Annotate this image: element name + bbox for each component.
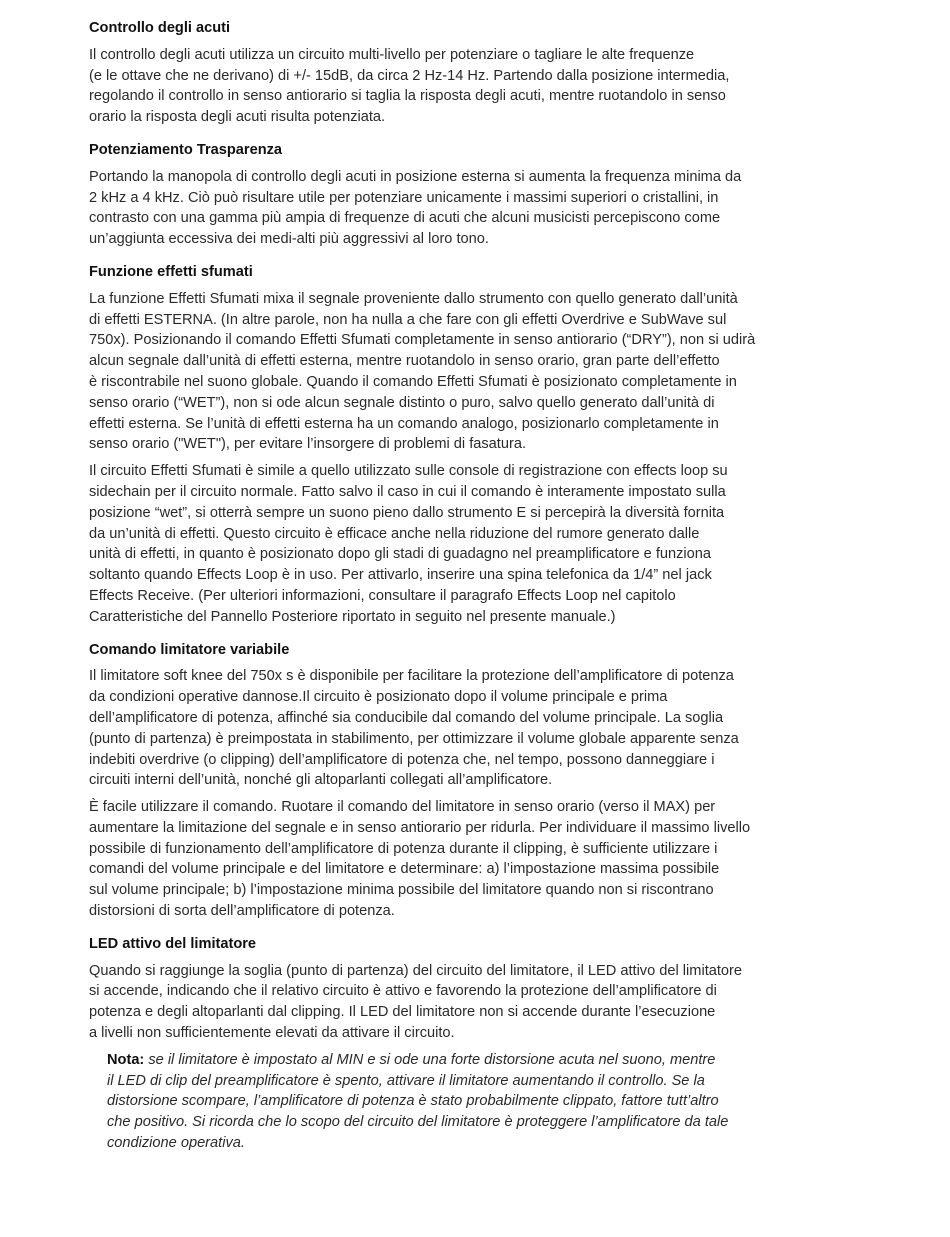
text-line: Caratteristiche del Pannello Posteriore riportato in seguito nel presente manuale.): [89, 608, 616, 625]
text-line: 750x). Posizionando il comando Effetti Sfumati completamente in senso antiorario (“DRY”), non si udirà: [89, 332, 756, 349]
text-line: Portando la manopola di controllo degli acuti in posizione esterna si aumenta la frequenza minima da: [89, 168, 742, 185]
text-line: unità di effetti, in quanto è posizionato dopo gli stadi di guadagno nel preamplificatore e funziona: [89, 546, 712, 563]
text-line: sidechain per il circuito normale. Fatto salvo il caso in cui il comando è interamente impostato sulla: [89, 483, 726, 500]
paragraph: [89, 797, 919, 922]
text-line: Quando si raggiunge la soglia (punto di partenza) del circuito del limitatore, il LED attivo del limitatore: [89, 962, 743, 979]
text-line: Il controllo degli acuti utilizza un circuito multi-livello per potenziare o tagliare le alte frequenze: [89, 46, 695, 63]
text-line: senso orario ("WET"), per evitare l’insorgere di problemi di fasatura.: [89, 436, 526, 453]
text-line: circuiti interni dell’unità, nonché gli altoparlanti collegati all’amplificatore.: [89, 772, 553, 789]
note-line: condizione operativa.: [107, 1135, 245, 1152]
text-line: è riscontrabile nel suono globale. Quando il comando Effetti Sfumati è posizionato completamente in: [89, 373, 737, 390]
text-line: È facile utilizzare il comando. Ruotare il comando del limitatore in senso orario (verso il MAX) per: [89, 799, 716, 816]
text-line: Il limitatore soft knee del 750x s è disponibile per facilitare la protezione dell’amplificatore di potenza: [89, 668, 734, 685]
paragraph: [89, 45, 919, 128]
text-line: 2 kHz a 4 kHz. Ciò può risultare utile per potenziare unicamente i massimi superiori o cristallini, in: [89, 189, 719, 206]
section-heading: Potenziamento Trasparenza: [89, 141, 283, 158]
section-comando-limitatore: [89, 640, 919, 922]
text-line: di effetti ESTERNA. (In altre parole, non ha nulla a che fare con gli effetti Overdrive e SubWave sul: [89, 311, 727, 328]
text-line: sul volume principale; b) l’impostazione minima possibile del limitatore quando non si riscontrano: [89, 882, 714, 899]
text-line: un’aggiunta eccessiva dei medi-alti più aggressivi al loro tono.: [89, 231, 489, 248]
text-line: da un’unità di effetti. Questo circuito è efficace anche nella riduzione del rumore generato dalle: [89, 525, 700, 542]
text-line: distorsioni di sorta dell’amplificatore di potenza.: [89, 903, 395, 920]
section-funzione-effetti-sfumati: [89, 262, 919, 628]
section-heading: LED attivo del limitatore: [89, 935, 257, 952]
section-heading: Comando limitatore variabile: [89, 641, 290, 658]
note-block: [107, 1050, 919, 1154]
text-line: Effects Receive. (Per ulteriori informazioni, consultare il paragrafo Effects Loop nel capitolo: [89, 587, 676, 604]
text-line: senso orario (“WET”), non si ode alcun segnale distinto o puro, salvo quello generato dall’unità di: [89, 394, 715, 411]
text-line: effetti esterna. Se l’unità di effetti esterna ha un comando analogo, posizionarlo completamente in: [89, 415, 719, 432]
note-line: distorsione scompare, l’amplificatore di potenza è stato probabilmente clippato, fattore tutt’altro: [107, 1093, 719, 1110]
note-text: se il limitatore è impostato al MIN e si ode una forte distorsione acuta nel suono, mentre: [144, 1051, 716, 1068]
text-line: (punto di partenza) è preimpostata in stabilimento, per ottimizzare il volume globale apparente senza: [89, 730, 739, 747]
text-line: aumentare la limitazione del segnale e in senso antiorario per ridurla. Per individuare il massimo livello: [89, 819, 751, 836]
text-line: contrasto con una gamma più ampia di frequenze di acuti che alcuni musicisti percepiscono come: [89, 210, 721, 227]
text-line: si accende, indicando che il relativo circuito è attivo e favorendo la protezione dell’amplificatore di: [89, 983, 717, 1000]
text-line: possibile di funzionamento dell’amplificatore di potenza durante il clipping, è sufficiente utilizzare i: [89, 840, 718, 857]
section-heading: Funzione effetti sfumati: [89, 263, 253, 280]
note-label: Nota:: [107, 1051, 145, 1068]
text-line: soltanto quando Effects Loop è in uso. Per attivarlo, inserire una spina telefonica da 1/4” nel jack: [89, 567, 712, 584]
text-line: dell’amplificatore di potenza, affinché sia conducibile dal comando del volume principale. La soglia: [89, 709, 724, 726]
paragraph: [89, 961, 919, 1044]
text-line: posizione “wet”, si otterrà sempre un suono pieno dallo strumento E si percepirà la diversità fornita: [89, 504, 725, 521]
note-line: che positivo. Si ricorda che lo scopo del circuito del limitatore è proteggere l’amplificatore da tale: [107, 1114, 729, 1131]
paragraph: [89, 167, 919, 250]
section-heading: Controllo degli acuti: [89, 20, 231, 36]
note-line: il LED di clip del preamplificatore è spento, attivare il limitatore aumentando il controllo. Se la: [107, 1072, 705, 1089]
text-line: alcun segnale dall’unità di effetti esterna, mentre ruotandolo in senso orario, gran parte dell’effetto: [89, 353, 720, 370]
paragraph: [89, 666, 919, 791]
text-line: comandi del volume principale e del limitatore e determinare: a) l’impostazione massima possibile: [89, 861, 720, 878]
text-line: orario la risposta degli acuti risulta potenziata.: [89, 109, 386, 126]
section-controllo-acuti: [89, 18, 919, 128]
text-line: da condizioni operative dannose.Il circuito è posizionato dopo il volume principale e prima: [89, 689, 668, 706]
note-first-line: [107, 1050, 919, 1071]
text-line: Il circuito Effetti Sfumati è simile a quello utilizzato sulle console di registrazione con effects loop su: [89, 463, 728, 480]
paragraph: [89, 461, 919, 627]
document-page: [89, 18, 919, 1166]
section-potenziamento-trasparenza: [89, 140, 919, 250]
paragraph: [89, 289, 919, 455]
text-line: potenza e degli altoparlanti dal clipping. Il LED del limitatore non si accende durante l’esecuzione: [89, 1004, 716, 1021]
text-line: (e le ottave che ne derivano) di +/- 15dB, da circa 2 Hz-14 Hz. Partendo dalla posizione intermedia,: [89, 67, 730, 84]
text-line: regolando il controllo in senso antiorario si taglia la risposta degli acuti, mentre ruotandolo in senso: [89, 88, 726, 105]
text-line: a livelli non sufficientemente elevati da attivare il circuito.: [89, 1025, 455, 1042]
text-line: La funzione Effetti Sfumati mixa il segnale proveniente dallo strumento con quello generato dall’unità: [89, 290, 738, 307]
section-led-limitatore: [89, 934, 919, 1154]
text-line: indebiti overdrive (o clipping) dell’amplificatore di potenza che, nel tempo, possono danneggiare i: [89, 751, 715, 768]
